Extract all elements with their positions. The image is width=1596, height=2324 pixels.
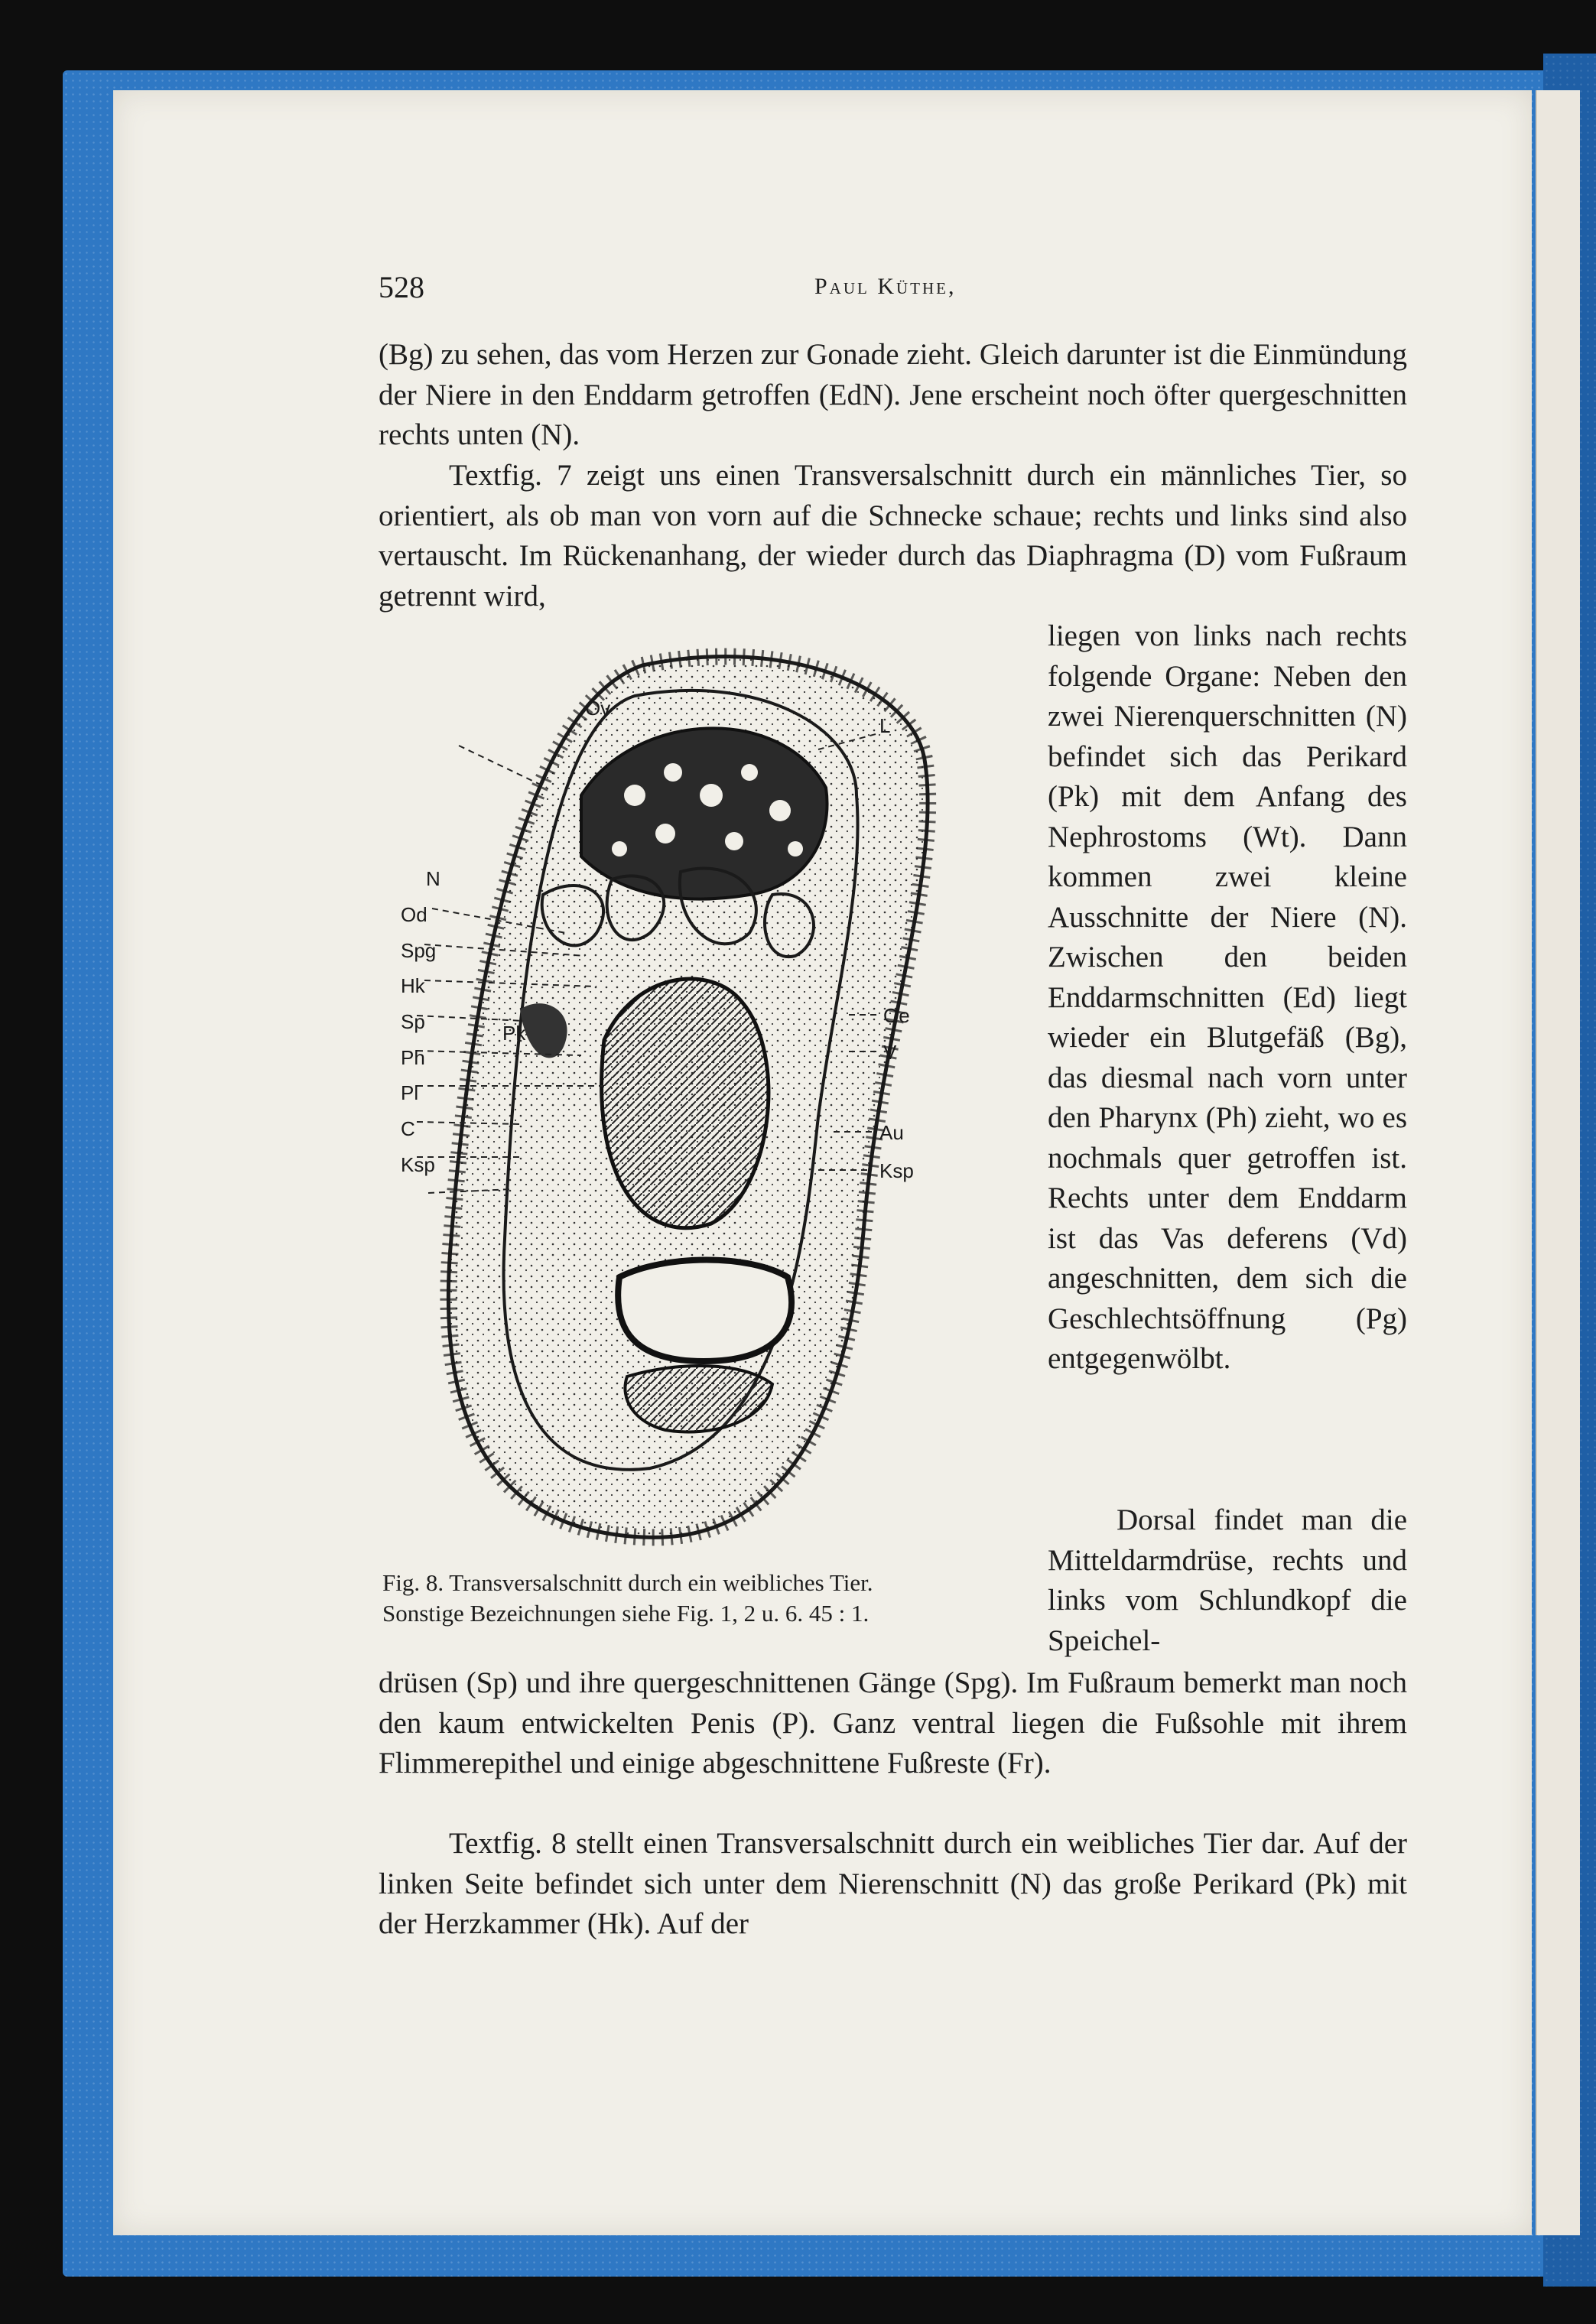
label-ksp: Ksp [401,1153,435,1176]
label-ph: Ph [401,1046,425,1069]
figure-caption [382,1568,1032,1629]
paragraph-1-text: (Bg) zu sehen, das vom Herzen zur Gonade zieht. Gleich darunter ist die Einmündung der Niere in den Enddarm getroffen (EdN). Jene erscheint noch öfter quergeschnitten rechts unten (N). [379,338,1407,451]
figure-8-illustration [390,642,1040,1560]
paragraph-1 [379,335,1407,456]
label-pk: Pk [502,1022,526,1045]
pharynx [602,979,769,1228]
page-header [379,269,1407,307]
label-c: C [401,1117,415,1140]
running-title: Paul Küthe, [814,274,957,299]
paragraph-3-text: drüsen (Sp) und ihre quergeschnittenen Gänge (Spg). Im Fußraum bemerkt man noch den kaum entwickelten Penis (P). Ganz ventral liegen die Fußsohle mit ihrem Flimmerepithel und einige abgeschnittene Fußreste (Fr). [379,1666,1407,1780]
label-ov: Ov [585,697,611,720]
paragraph-4 [379,1824,1407,1945]
label-v: V [883,1041,897,1064]
paragraph-2-wrap [1048,616,1407,1380]
paragraph-2-wrap-text: liegen von links nach rechts folgende Organe: Neben den zwei Nierenquerschnitten (N) befindet sich das Perikard (Pk) mit dem Anfang des Nephrostoms (Wt). Dann kommen zwei kleine Ausschnitte der Niere (N). Zwischen den beiden Enddarmschnitten (Ed) liegt wieder ein Blutgefäß (Bg), das diesmal nach vorn unter den Pharynx (Ph) zieht, wo es nochmals quer getroffen ist. Rechts unter dem Enddarm ist das Vas deferens (Vd) angeschnitten, dem sich die Geschlechtsöffnung (Pg) entgegenwölbt. [1048,619,1407,1375]
label-au: Au [879,1121,904,1144]
paragraph-4-text: Textfig. 8 stellt einen Transversalschnitt durch ein weibliches Tier dar. Auf der linken Seite befindet sich unter dem Nierenschnitt (N) das große Perikard (Pk) mit der Herzkammer (Hk). Auf der [379,1827,1407,1940]
label-ksp-right: Ksp [879,1159,914,1182]
page-number: 528 [379,270,424,304]
label-pl: Pl [401,1081,419,1104]
label-l: L [879,714,891,737]
label-n: N [426,867,440,890]
foot-cavity [618,1260,791,1362]
label-od: Od [401,903,427,926]
label-spg: Spg [401,939,437,962]
paragraph-dorsal [1048,1500,1407,1661]
caption-line-2: Sonstige Bezeichnungen siehe Fig. 1, 2 u. 6. 45 : 1. [382,1600,870,1627]
label-oe: Oe [883,1004,910,1027]
paragraph-dorsal-text: Dorsal findet man die Mitteldarmdrüse, rechts und links vom Schlundkopf die Speichel- [1048,1503,1407,1657]
paragraph-2-text: Textfig. 7 zeigt uns einen Transversalschnitt durch ein männliches Tier, so orientiert, als ob man von vorn auf die Schnecke schaue; rechts und links sind also vertauscht. Im Rückenanhang, der wieder durch das Diaphragma (D) vom Fußraum getrennt wird, [379,459,1407,613]
paragraph-3 [379,1663,1407,1784]
caption-line-1: Fig. 8. Transversalschnitt durch ein weibliches Tier. [382,1569,873,1596]
next-page-edge [1536,90,1580,2235]
label-hk: Hk [401,974,425,997]
label-sp: Sp [401,1010,425,1033]
paragraph-2 [379,456,1407,616]
